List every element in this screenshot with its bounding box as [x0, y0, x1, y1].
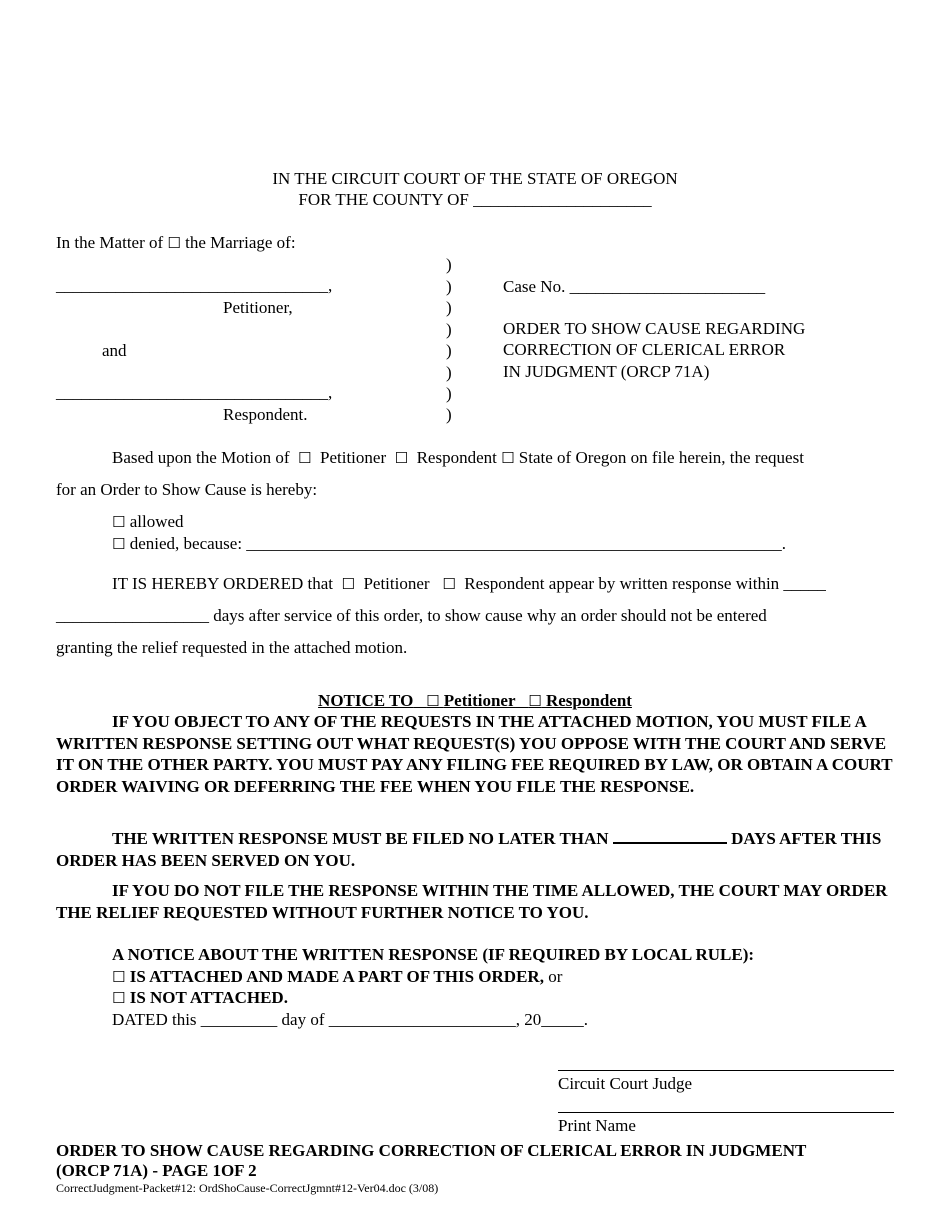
ordered-line: IT IS HEREBY ORDERED that ☐ Petitioner ☐ Respondent appear by written response within _____ — [112, 574, 826, 593]
motion-petitioner-checkbox[interactable]: ☐ — [298, 449, 312, 467]
notice-paragraph-3: IF YOU DO NOT FILE THE RESPONSE WITHIN THE TIME ALLOWED, THE COURT MAY ORDER THE RELIEF REQUESTED WITHOUT FURTHER NOTICE TO YOU. — [56, 881, 888, 922]
matter-line: In the Matter of ☐ the Marriage of: — [56, 233, 296, 252]
notice-paragraph-1: IF YOU OBJECT TO ANY OF THE REQUESTS IN THE ATTACHED MOTION, YOU MUST FILE A WRITTEN RESPONSE SETTING OUT WHAT REQUEST(S) YOU OPPOSE WITH THE COURT AND SERVE IT ON THE OTHER PARTY. YOU MUST PAY ANY FILING FEE REQUIRED BY LAW, OR OBTAIN A COURT ORDER WAIVING OR DEFERRING THE FEE WHEN YOU FILE THE RESPONSE. — [56, 712, 893, 796]
caption-paren: ) — [446, 298, 452, 317]
not-attached-checkbox[interactable]: ☐ — [112, 989, 126, 1007]
footer-title: ORDER TO SHOW CAUSE REGARDING CORRECTION OF CLERICAL ERROR IN JUDGMENT (ORCP 71A) - PAGE 1OF 2 — [56, 1141, 807, 1180]
court-name: IN THE CIRCUIT COURT OF THE STATE OF OREGON — [272, 169, 678, 188]
ordered-line-3: granting the relief requested in the attached motion. — [56, 638, 408, 657]
notice-respondent-checkbox[interactable]: ☐ — [528, 692, 542, 710]
not-attached-option: ☐ IS NOT ATTACHED. — [112, 988, 288, 1007]
court-header — [0, 168, 950, 211]
judge-label: Circuit Court Judge — [558, 1074, 693, 1093]
attached-option: ☐ IS ATTACHED AND MADE A PART OF THIS ORDER, or — [112, 967, 563, 986]
caption-paren: ) — [446, 363, 452, 382]
response-days-blank[interactable] — [613, 828, 727, 844]
county-line: FOR THE COUNTY OF _____________________ — [298, 190, 652, 210]
print-name-label: Print Name — [558, 1116, 636, 1135]
ordered-petitioner-checkbox[interactable]: ☐ — [341, 575, 355, 593]
caption-paren: ) — [446, 277, 452, 296]
caption-paren: ) — [446, 255, 452, 274]
and-label: and — [102, 341, 127, 360]
case-number-field[interactable]: Case No. _______________________ — [503, 277, 766, 296]
allowed-checkbox[interactable]: ☐ — [112, 513, 126, 531]
marriage-checkbox[interactable]: ☐ — [167, 234, 181, 252]
petitioner-name-field[interactable]: ________________________________, — [56, 276, 333, 295]
dated-line[interactable]: DATED this _________ day of ______________________, 20_____. — [112, 1010, 588, 1029]
notice-petitioner-checkbox[interactable]: ☐ — [426, 692, 440, 710]
caption-paren: ) — [446, 320, 452, 339]
motion-respondent-checkbox[interactable]: ☐ — [394, 449, 409, 467]
ordered-respondent-checkbox[interactable]: ☐ — [442, 575, 456, 593]
denied-option: ☐ denied, because: _______________________________________________________________. — [112, 534, 787, 553]
respondent-name-field[interactable]: ________________________________, — [56, 383, 333, 402]
respondent-label: Respondent. — [223, 405, 308, 424]
motion-line: Based upon the Motion of ☐ Petitioner ☐ Respondent ☐ State of Oregon on file herein, the request — [112, 448, 804, 467]
document-title: ORDER TO SHOW CAUSE REGARDING CORRECTION OF CLERICAL ERROR IN JUDGMENT (ORCP 71A) — [503, 319, 806, 381]
denied-checkbox[interactable]: ☐ — [112, 535, 126, 553]
notice-paragraph-2: THE WRITTEN RESPONSE MUST BE FILED NO LATER THAN DAYS AFTER THIS ORDER HAS BEEN SERVED ON YOU. — [56, 829, 882, 870]
ordered-line-2: __________________ days after service of this order, to show cause why an order should not be entered — [56, 606, 767, 625]
petitioner-label: Petitioner, — [223, 298, 293, 317]
caption-paren: ) — [446, 341, 452, 360]
print-name-line[interactable] — [558, 1112, 894, 1113]
local-rule-notice: A NOTICE ABOUT THE WRITTEN RESPONSE (IF REQUIRED BY LOCAL RULE): — [112, 945, 755, 964]
motion-state-checkbox[interactable]: ☐ — [501, 449, 515, 467]
attached-checkbox[interactable]: ☐ — [112, 968, 126, 986]
caption-paren: ) — [446, 405, 452, 424]
caption-paren: ) — [446, 384, 452, 403]
judge-signature-line[interactable] — [558, 1070, 894, 1071]
notice-heading: NOTICE TO ☐ Petitioner ☐ Respondent — [318, 691, 632, 710]
allowed-option: ☐ allowed — [112, 512, 184, 531]
footer-file-ref: CorrectJudgment-Packet#12: OrdShoCause-CorrectJgmnt#12-Ver04.doc (3/08) — [56, 1181, 439, 1195]
motion-line-2: for an Order to Show Cause is hereby: — [56, 480, 318, 499]
